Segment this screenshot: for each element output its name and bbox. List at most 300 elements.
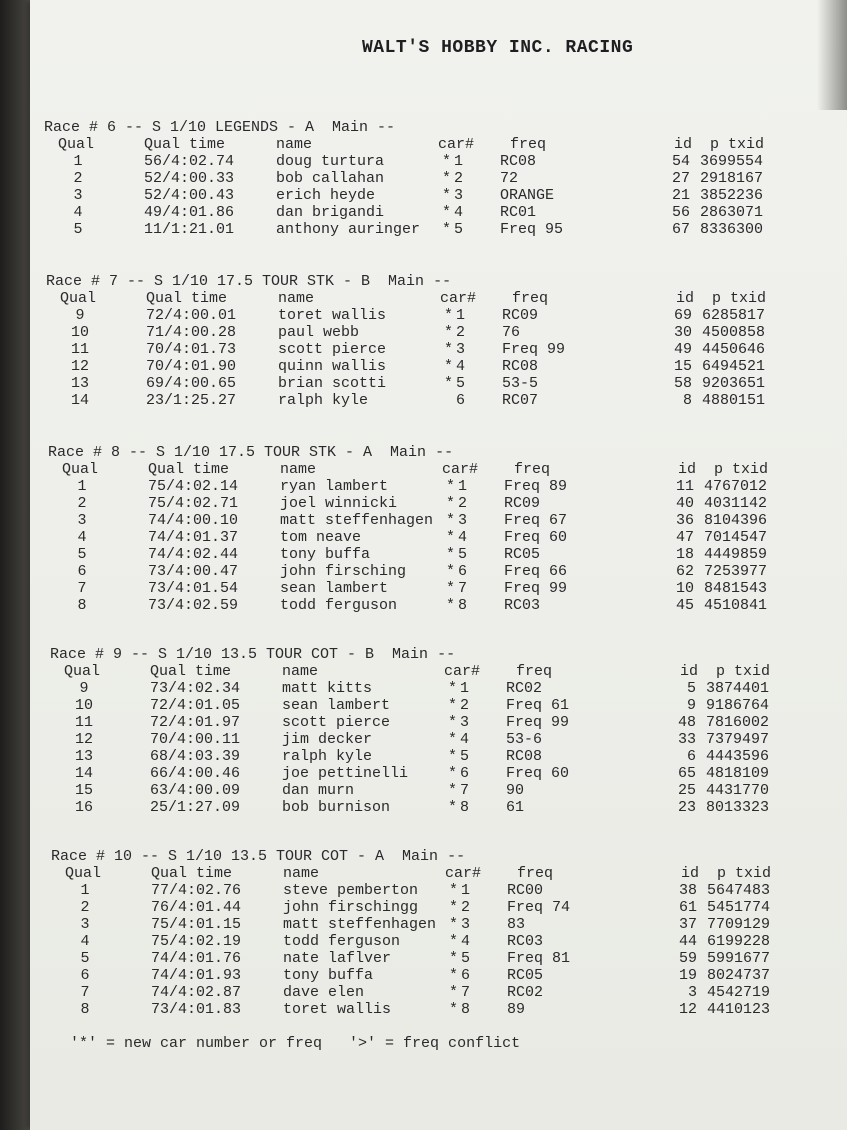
- new-flag-cell: *: [442, 170, 452, 187]
- qual-time-cell: 68/4:03.39: [150, 748, 241, 765]
- frequency-cell: RC08: [506, 748, 543, 765]
- frequency-cell: Freq 74: [507, 899, 571, 916]
- page-corner-shadow: [817, 0, 847, 110]
- table-row: [46, 324, 846, 341]
- table-row: [48, 563, 847, 580]
- qual-time-cell: 75/4:01.15: [151, 916, 242, 933]
- new-flag-cell: *: [444, 375, 454, 392]
- driver-name-cell: anthony auringer: [276, 221, 421, 238]
- driver-name-cell: john firschingg: [283, 899, 419, 916]
- new-flag-cell: *: [448, 799, 458, 816]
- qual-cell: 2: [80, 899, 90, 916]
- new-flag-cell: *: [448, 680, 458, 697]
- table-row: [50, 680, 847, 697]
- txid-cell: 7379497: [706, 731, 770, 748]
- qual-time-cell: 76/4:01.44: [151, 899, 242, 916]
- txid-column-header: p txid: [714, 461, 769, 478]
- car-number-cell: 2: [461, 899, 471, 916]
- txid-cell: 8013323: [706, 799, 770, 816]
- qual-cell: 4: [80, 933, 90, 950]
- id-column-header: id: [674, 136, 693, 153]
- car-number-cell: 6: [461, 967, 471, 984]
- car-number-cell: 7: [460, 782, 470, 799]
- qual-time-cell: 56/4:02.74: [144, 153, 235, 170]
- qual-time-cell: 11/1:21.01: [144, 221, 235, 238]
- driver-name-cell: matt steffenhagen: [283, 916, 437, 933]
- txid-cell: 8024737: [707, 967, 771, 984]
- freq-column-header: freq: [517, 865, 554, 882]
- frequency-cell: Freq 60: [504, 529, 568, 546]
- id-cell: 36: [675, 512, 694, 529]
- qual-cell: 11: [70, 341, 89, 358]
- race-heading: Race # 7 -- S 1/10 17.5 TOUR STK - B Main --: [46, 273, 452, 290]
- id-cell: 8: [682, 392, 692, 409]
- driver-name-cell: brian scotti: [278, 375, 387, 392]
- qual-time-cell: 25/1:27.09: [150, 799, 241, 816]
- car-number-cell: 1: [456, 307, 466, 324]
- qual-time-cell: 74/4:00.10: [148, 512, 239, 529]
- frequency-cell: RC09: [502, 307, 539, 324]
- txid-cell: 3699554: [700, 153, 764, 170]
- qual-time-cell: 74/4:01.37: [148, 529, 239, 546]
- qual-time-column-header: Qual time: [150, 663, 232, 680]
- new-flag-cell: *: [444, 358, 454, 375]
- car-number-cell: 2: [456, 324, 466, 341]
- qual-time-cell: 70/4:01.90: [146, 358, 237, 375]
- table-row: [50, 731, 847, 748]
- qual-cell: 7: [77, 580, 87, 597]
- driver-name-cell: dan brigandi: [276, 204, 385, 221]
- name-column-header: name: [280, 461, 317, 478]
- qual-time-cell: 73/4:02.34: [150, 680, 241, 697]
- txid-cell: 9203651: [702, 375, 766, 392]
- id-cell: 49: [673, 341, 692, 358]
- id-cell: 33: [677, 731, 696, 748]
- car-column-header: car#: [445, 865, 482, 882]
- qual-cell: 3: [73, 187, 83, 204]
- car-number-cell: 1: [461, 882, 471, 899]
- qual-column-header: Qual: [62, 461, 99, 478]
- id-cell: 48: [677, 714, 696, 731]
- qual-time-cell: 74/4:01.93: [151, 967, 242, 984]
- txid-cell: 5451774: [707, 899, 771, 916]
- new-flag-cell: *: [444, 324, 454, 341]
- frequency-cell: RC03: [507, 933, 544, 950]
- race-heading: Race # 10 -- S 1/10 13.5 TOUR COT - A Main --: [51, 848, 466, 865]
- qual-cell: 8: [77, 597, 87, 614]
- txid-cell: 3852236: [700, 187, 764, 204]
- qual-cell: 9: [79, 680, 89, 697]
- driver-name-cell: dan murn: [282, 782, 355, 799]
- frequency-cell: 53-5: [502, 375, 539, 392]
- frequency-cell: 72: [500, 170, 519, 187]
- frequency-cell: Freq 61: [506, 697, 570, 714]
- txid-cell: 7253977: [704, 563, 768, 580]
- qual-time-column-header: Qual time: [148, 461, 230, 478]
- txid-cell: 5647483: [707, 882, 771, 899]
- txid-column-header: p txid: [716, 663, 771, 680]
- new-flag-cell: *: [446, 597, 456, 614]
- new-flag-cell: *: [442, 153, 452, 170]
- frequency-cell: RC02: [507, 984, 544, 1001]
- frequency-cell: Freq 99: [502, 341, 566, 358]
- frequency-cell: RC08: [500, 153, 537, 170]
- id-cell: 25: [677, 782, 696, 799]
- race-heading: Race # 6 -- S 1/10 LEGENDS - A Main --: [44, 119, 396, 136]
- table-row: [50, 765, 847, 782]
- qual-cell: 6: [77, 563, 87, 580]
- txid-column-header: p txid: [710, 136, 765, 153]
- table-row: [44, 204, 844, 221]
- txid-cell: 4542719: [707, 984, 771, 1001]
- frequency-cell: RC09: [504, 495, 541, 512]
- table-row: [48, 580, 847, 597]
- new-flag-cell: *: [442, 221, 452, 238]
- name-column-header: name: [283, 865, 320, 882]
- car-number-cell: 5: [460, 748, 470, 765]
- qual-cell: 3: [80, 916, 90, 933]
- id-cell: 40: [675, 495, 694, 512]
- car-number-cell: 4: [460, 731, 470, 748]
- car-number-cell: 3: [456, 341, 466, 358]
- table-row: [51, 882, 847, 899]
- legend-note: '*' = new car number or freq '>' = freq conflict: [70, 1035, 521, 1052]
- driver-name-cell: ryan lambert: [280, 478, 389, 495]
- table-row: [44, 187, 844, 204]
- car-number-cell: 2: [458, 495, 468, 512]
- txid-cell: 2918167: [700, 170, 764, 187]
- car-number-cell: 1: [458, 478, 468, 495]
- qual-time-cell: 66/4:00.46: [150, 765, 241, 782]
- qual-cell: 5: [73, 221, 83, 238]
- car-column-header: car#: [442, 461, 479, 478]
- driver-name-cell: jim decker: [282, 731, 373, 748]
- qual-time-cell: 74/4:02.87: [151, 984, 242, 1001]
- car-number-cell: 3: [461, 916, 471, 933]
- table-row: [44, 221, 844, 238]
- qual-time-cell: 23/1:25.27: [146, 392, 237, 409]
- qual-time-cell: 74/4:02.44: [148, 546, 239, 563]
- freq-column-header: freq: [510, 136, 547, 153]
- frequency-cell: 53-6: [506, 731, 543, 748]
- txid-cell: 4450646: [702, 341, 766, 358]
- frequency-cell: 89: [507, 1001, 526, 1018]
- id-cell: 15: [673, 358, 692, 375]
- driver-name-cell: tom neave: [280, 529, 362, 546]
- qual-cell: 1: [77, 478, 87, 495]
- id-cell: 38: [678, 882, 697, 899]
- driver-name-cell: ralph kyle: [278, 392, 369, 409]
- frequency-cell: 76: [502, 324, 521, 341]
- car-number-cell: 5: [456, 375, 466, 392]
- qual-time-cell: 70/4:00.11: [150, 731, 241, 748]
- new-flag-cell: *: [446, 495, 456, 512]
- table-row: [51, 950, 847, 967]
- new-flag-cell: *: [449, 1001, 459, 1018]
- id-cell: 67: [671, 221, 690, 238]
- new-flag-cell: *: [444, 341, 454, 358]
- table-row: [48, 478, 847, 495]
- car-number-cell: 3: [454, 187, 464, 204]
- txid-cell: 8481543: [704, 580, 768, 597]
- qual-time-cell: 73/4:00.47: [148, 563, 239, 580]
- qual-cell: 6: [80, 967, 90, 984]
- frequency-cell: RC05: [504, 546, 541, 563]
- frequency-cell: 90: [506, 782, 525, 799]
- frequency-cell: Freq 67: [504, 512, 568, 529]
- txid-cell: 4449859: [704, 546, 768, 563]
- car-number-cell: 7: [461, 984, 471, 1001]
- table-row: [46, 341, 846, 358]
- frequency-cell: Freq 99: [506, 714, 570, 731]
- new-flag-cell: *: [446, 512, 456, 529]
- qual-cell: 10: [70, 324, 89, 341]
- id-column-header: id: [678, 461, 697, 478]
- id-cell: 45: [675, 597, 694, 614]
- freq-column-header: freq: [512, 290, 549, 307]
- qual-cell: 9: [75, 307, 85, 324]
- new-flag-cell: *: [449, 950, 459, 967]
- qual-time-column-header: Qual time: [151, 865, 233, 882]
- name-column-header: name: [278, 290, 315, 307]
- id-cell: 58: [673, 375, 692, 392]
- table-row: [51, 1001, 847, 1018]
- driver-name-cell: ralph kyle: [282, 748, 373, 765]
- qual-cell: 1: [73, 153, 83, 170]
- document-title: WALT'S HOBBY INC. RACING: [362, 38, 634, 58]
- qual-time-cell: 72/4:00.01: [146, 307, 237, 324]
- id-cell: 19: [678, 967, 697, 984]
- frequency-cell: RC03: [504, 597, 541, 614]
- new-flag-cell: *: [449, 882, 459, 899]
- new-flag-cell: *: [448, 697, 458, 714]
- car-number-cell: 6: [456, 392, 466, 409]
- qual-cell: 14: [74, 765, 93, 782]
- id-cell: 62: [675, 563, 694, 580]
- id-column-header: id: [676, 290, 695, 307]
- qual-time-cell: 72/4:01.97: [150, 714, 241, 731]
- txid-cell: 4767012: [704, 478, 768, 495]
- qual-time-cell: 73/4:01.54: [148, 580, 239, 597]
- driver-name-cell: todd ferguson: [280, 597, 398, 614]
- car-number-cell: 1: [460, 680, 470, 697]
- driver-name-cell: joel winnicki: [280, 495, 398, 512]
- frequency-cell: RC07: [502, 392, 539, 409]
- txid-cell: 4410123: [707, 1001, 771, 1018]
- qual-time-cell: 70/4:01.73: [146, 341, 237, 358]
- driver-name-cell: doug turtura: [276, 153, 385, 170]
- id-cell: 44: [678, 933, 697, 950]
- qual-cell: 4: [73, 204, 83, 221]
- txid-cell: 8104396: [704, 512, 768, 529]
- txid-cell: 4818109: [706, 765, 770, 782]
- txid-cell: 9186764: [706, 697, 770, 714]
- id-cell: 21: [671, 187, 690, 204]
- new-flag-cell: *: [449, 967, 459, 984]
- txid-cell: 7709129: [707, 916, 771, 933]
- driver-name-cell: nate laflver: [283, 950, 392, 967]
- id-cell: 47: [675, 529, 694, 546]
- qual-cell: 5: [77, 546, 87, 563]
- race-heading: Race # 8 -- S 1/10 17.5 TOUR STK - A Main --: [48, 444, 454, 461]
- txid-cell: 6285817: [702, 307, 766, 324]
- txid-cell: 4500858: [702, 324, 766, 341]
- qual-time-column-header: Qual time: [144, 136, 226, 153]
- table-row: [51, 933, 847, 950]
- table-row: [48, 495, 847, 512]
- name-column-header: name: [276, 136, 313, 153]
- car-number-cell: 4: [456, 358, 466, 375]
- car-number-cell: 6: [458, 563, 468, 580]
- freq-column-header: freq: [514, 461, 551, 478]
- qual-time-cell: 75/4:02.71: [148, 495, 239, 512]
- frequency-cell: Freq 66: [504, 563, 568, 580]
- qual-cell: 7: [80, 984, 90, 1001]
- qual-cell: 12: [70, 358, 89, 375]
- frequency-cell: Freq 60: [506, 765, 570, 782]
- frequency-cell: 83: [507, 916, 526, 933]
- driver-name-cell: paul webb: [278, 324, 360, 341]
- table-row: [50, 714, 847, 731]
- id-cell: 30: [673, 324, 692, 341]
- qual-cell: 3: [77, 512, 87, 529]
- id-cell: 18: [675, 546, 694, 563]
- table-row: [46, 358, 846, 375]
- car-number-cell: 8: [461, 1001, 471, 1018]
- driver-name-cell: john firsching: [280, 563, 407, 580]
- id-cell: 3: [687, 984, 697, 1001]
- id-column-header: id: [680, 663, 699, 680]
- id-cell: 9: [686, 697, 696, 714]
- id-cell: 69: [673, 307, 692, 324]
- table-row: [51, 899, 847, 916]
- car-number-cell: 3: [460, 714, 470, 731]
- qual-cell: 5: [80, 950, 90, 967]
- car-number-cell: 4: [458, 529, 468, 546]
- table-row: [50, 697, 847, 714]
- driver-name-cell: scott pierce: [278, 341, 387, 358]
- race-heading: Race # 9 -- S 1/10 13.5 TOUR COT - B Main --: [50, 646, 456, 663]
- driver-name-cell: toret wallis: [278, 307, 387, 324]
- txid-cell: 4510841: [704, 597, 768, 614]
- car-column-header: car#: [444, 663, 481, 680]
- driver-name-cell: tony buffa: [280, 546, 371, 563]
- driver-name-cell: steve pemberton: [283, 882, 419, 899]
- frequency-cell: Freq 99: [504, 580, 568, 597]
- qual-cell: 12: [74, 731, 93, 748]
- txid-cell: 7816002: [706, 714, 770, 731]
- car-column-header: car#: [438, 136, 475, 153]
- txid-cell: 6199228: [707, 933, 771, 950]
- car-number-cell: 8: [460, 799, 470, 816]
- txid-cell: 6494521: [702, 358, 766, 375]
- driver-name-cell: bob callahan: [276, 170, 385, 187]
- qual-time-cell: 69/4:00.65: [146, 375, 237, 392]
- qual-time-column-header: Qual time: [146, 290, 228, 307]
- table-row: [50, 748, 847, 765]
- qual-cell: 13: [70, 375, 89, 392]
- new-flag-cell: *: [448, 765, 458, 782]
- new-flag-cell: *: [444, 307, 454, 324]
- txid-cell: 7014547: [704, 529, 768, 546]
- txid-cell: 2863071: [700, 204, 764, 221]
- qual-cell: 1: [80, 882, 90, 899]
- id-cell: 6: [686, 748, 696, 765]
- id-cell: 54: [671, 153, 690, 170]
- table-row: [46, 375, 846, 392]
- new-flag-cell: *: [449, 984, 459, 1001]
- driver-name-cell: quinn wallis: [278, 358, 387, 375]
- driver-name-cell: erich heyde: [276, 187, 376, 204]
- frequency-cell: Freq 95: [500, 221, 564, 238]
- driver-name-cell: tony buffa: [283, 967, 374, 984]
- table-row: [48, 597, 847, 614]
- car-number-cell: 5: [461, 950, 471, 967]
- driver-name-cell: sean lambert: [282, 697, 391, 714]
- driver-name-cell: sean lambert: [280, 580, 389, 597]
- qual-time-cell: 77/4:02.76: [151, 882, 242, 899]
- driver-name-cell: scott pierce: [282, 714, 391, 731]
- table-row: [48, 546, 847, 563]
- driver-name-cell: joe pettinelli: [282, 765, 409, 782]
- car-number-cell: 2: [460, 697, 470, 714]
- id-cell: 10: [675, 580, 694, 597]
- id-cell: 5: [686, 680, 696, 697]
- new-flag-cell: *: [449, 933, 459, 950]
- id-cell: 23: [677, 799, 696, 816]
- table-edge-shadow: [0, 0, 34, 1130]
- table-row: [51, 916, 847, 933]
- qual-column-header: Qual: [58, 136, 95, 153]
- new-flag-cell: *: [442, 187, 452, 204]
- id-cell: 61: [678, 899, 697, 916]
- new-flag-cell: *: [449, 899, 459, 916]
- frequency-cell: RC02: [506, 680, 543, 697]
- frequency-cell: RC00: [507, 882, 544, 899]
- car-number-cell: 6: [460, 765, 470, 782]
- new-flag-cell: *: [448, 731, 458, 748]
- table-row: [44, 170, 844, 187]
- new-flag-cell: *: [449, 916, 459, 933]
- table-row: [46, 307, 846, 324]
- qual-cell: 10: [74, 697, 93, 714]
- qual-time-cell: 73/4:01.83: [151, 1001, 242, 1018]
- qual-time-cell: 75/4:02.14: [148, 478, 239, 495]
- new-flag-cell: *: [446, 563, 456, 580]
- frequency-cell: 61: [506, 799, 525, 816]
- freq-column-header: freq: [516, 663, 553, 680]
- qual-time-cell: 63/4:00.09: [150, 782, 241, 799]
- id-cell: 59: [678, 950, 697, 967]
- table-row: [48, 529, 847, 546]
- car-column-header: car#: [440, 290, 477, 307]
- id-cell: 11: [675, 478, 694, 495]
- id-cell: 65: [677, 765, 696, 782]
- qual-time-cell: 49/4:01.86: [144, 204, 235, 221]
- txid-cell: 4880151: [702, 392, 766, 409]
- new-flag-cell: *: [448, 748, 458, 765]
- new-flag-cell: *: [448, 782, 458, 799]
- txid-cell: 8336300: [700, 221, 764, 238]
- new-flag-cell: *: [446, 580, 456, 597]
- txid-cell: 5991677: [707, 950, 771, 967]
- car-number-cell: 3: [458, 512, 468, 529]
- qual-column-header: Qual: [65, 865, 102, 882]
- qual-time-cell: 52/4:00.33: [144, 170, 235, 187]
- new-flag-cell: *: [446, 478, 456, 495]
- table-row: [48, 512, 847, 529]
- frequency-cell: Freq 81: [507, 950, 571, 967]
